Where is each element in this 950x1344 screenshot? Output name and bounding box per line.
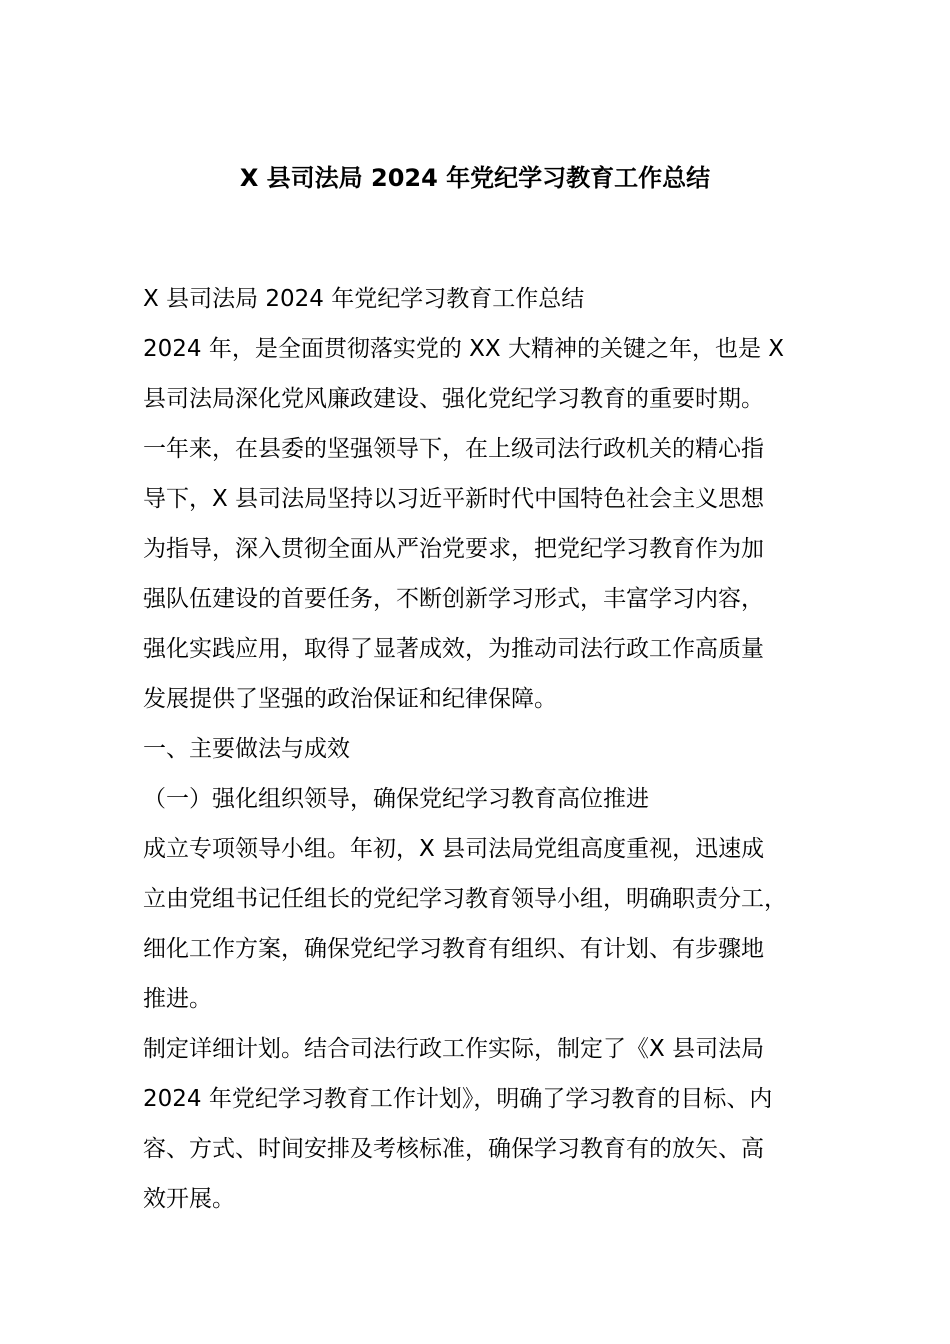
subsection-heading: （一）强化组织领导，确保党纪学习教育高位推进 (143, 786, 649, 812)
body-line: X 县司法局 2024 年党纪学习教育工作总结 (143, 286, 585, 312)
body-line: 强队伍建设的首要任务，不断创新学习形式，丰富学习内容， (143, 586, 764, 612)
body-line: 2024 年，是全面贯彻落实党的 XX 大精神的关键之年，也是 X (143, 336, 785, 362)
body-line: 为指导，深入贯彻全面从严治党要求，把党纪学习教育作为加 (143, 536, 764, 562)
body-line: 2024 年党纪学习教育工作计划》，明确了学习教育的目标、内 (143, 1086, 773, 1112)
body-line: 容、方式、时间安排及考核标准，确保学习教育有的放矢、高 (143, 1136, 764, 1162)
document-body (143, 274, 823, 1224)
body-line: 发展提供了坚强的政治保证和纪律保障。 (143, 686, 557, 712)
body-line: 效开展。 (143, 1186, 235, 1212)
body-line: 立由党组书记任组长的党纪学习教育领导小组，明确职责分工， (143, 886, 787, 912)
body-line: 成立专项领导小组。年初，X 县司法局党组高度重视，迅速成 (143, 836, 765, 862)
body-line: 强化实践应用，取得了显著成效，为推动司法行政工作高质量 (143, 636, 764, 662)
body-line: 细化工作方案，确保党纪学习教育有组织、有计划、有步骤地 (143, 936, 764, 962)
section-heading: 一、主要做法与成效 (143, 736, 350, 762)
body-line: 制定详细计划。结合司法行政工作实际，制定了《X 县司法局 (143, 1036, 765, 1062)
body-line: 县司法局深化党风廉政建设、强化党纪学习教育的重要时期。 (143, 386, 764, 412)
body-line: 一年来，在县委的坚强领导下，在上级司法行政机关的精心指 (143, 436, 764, 462)
body-line: 导下，X 县司法局坚持以习近平新时代中国特色社会主义思想 (143, 486, 765, 512)
document-title: X 县司法局 2024 年党纪学习教育工作总结 (239, 164, 711, 192)
body-line: 推进。 (143, 986, 212, 1012)
